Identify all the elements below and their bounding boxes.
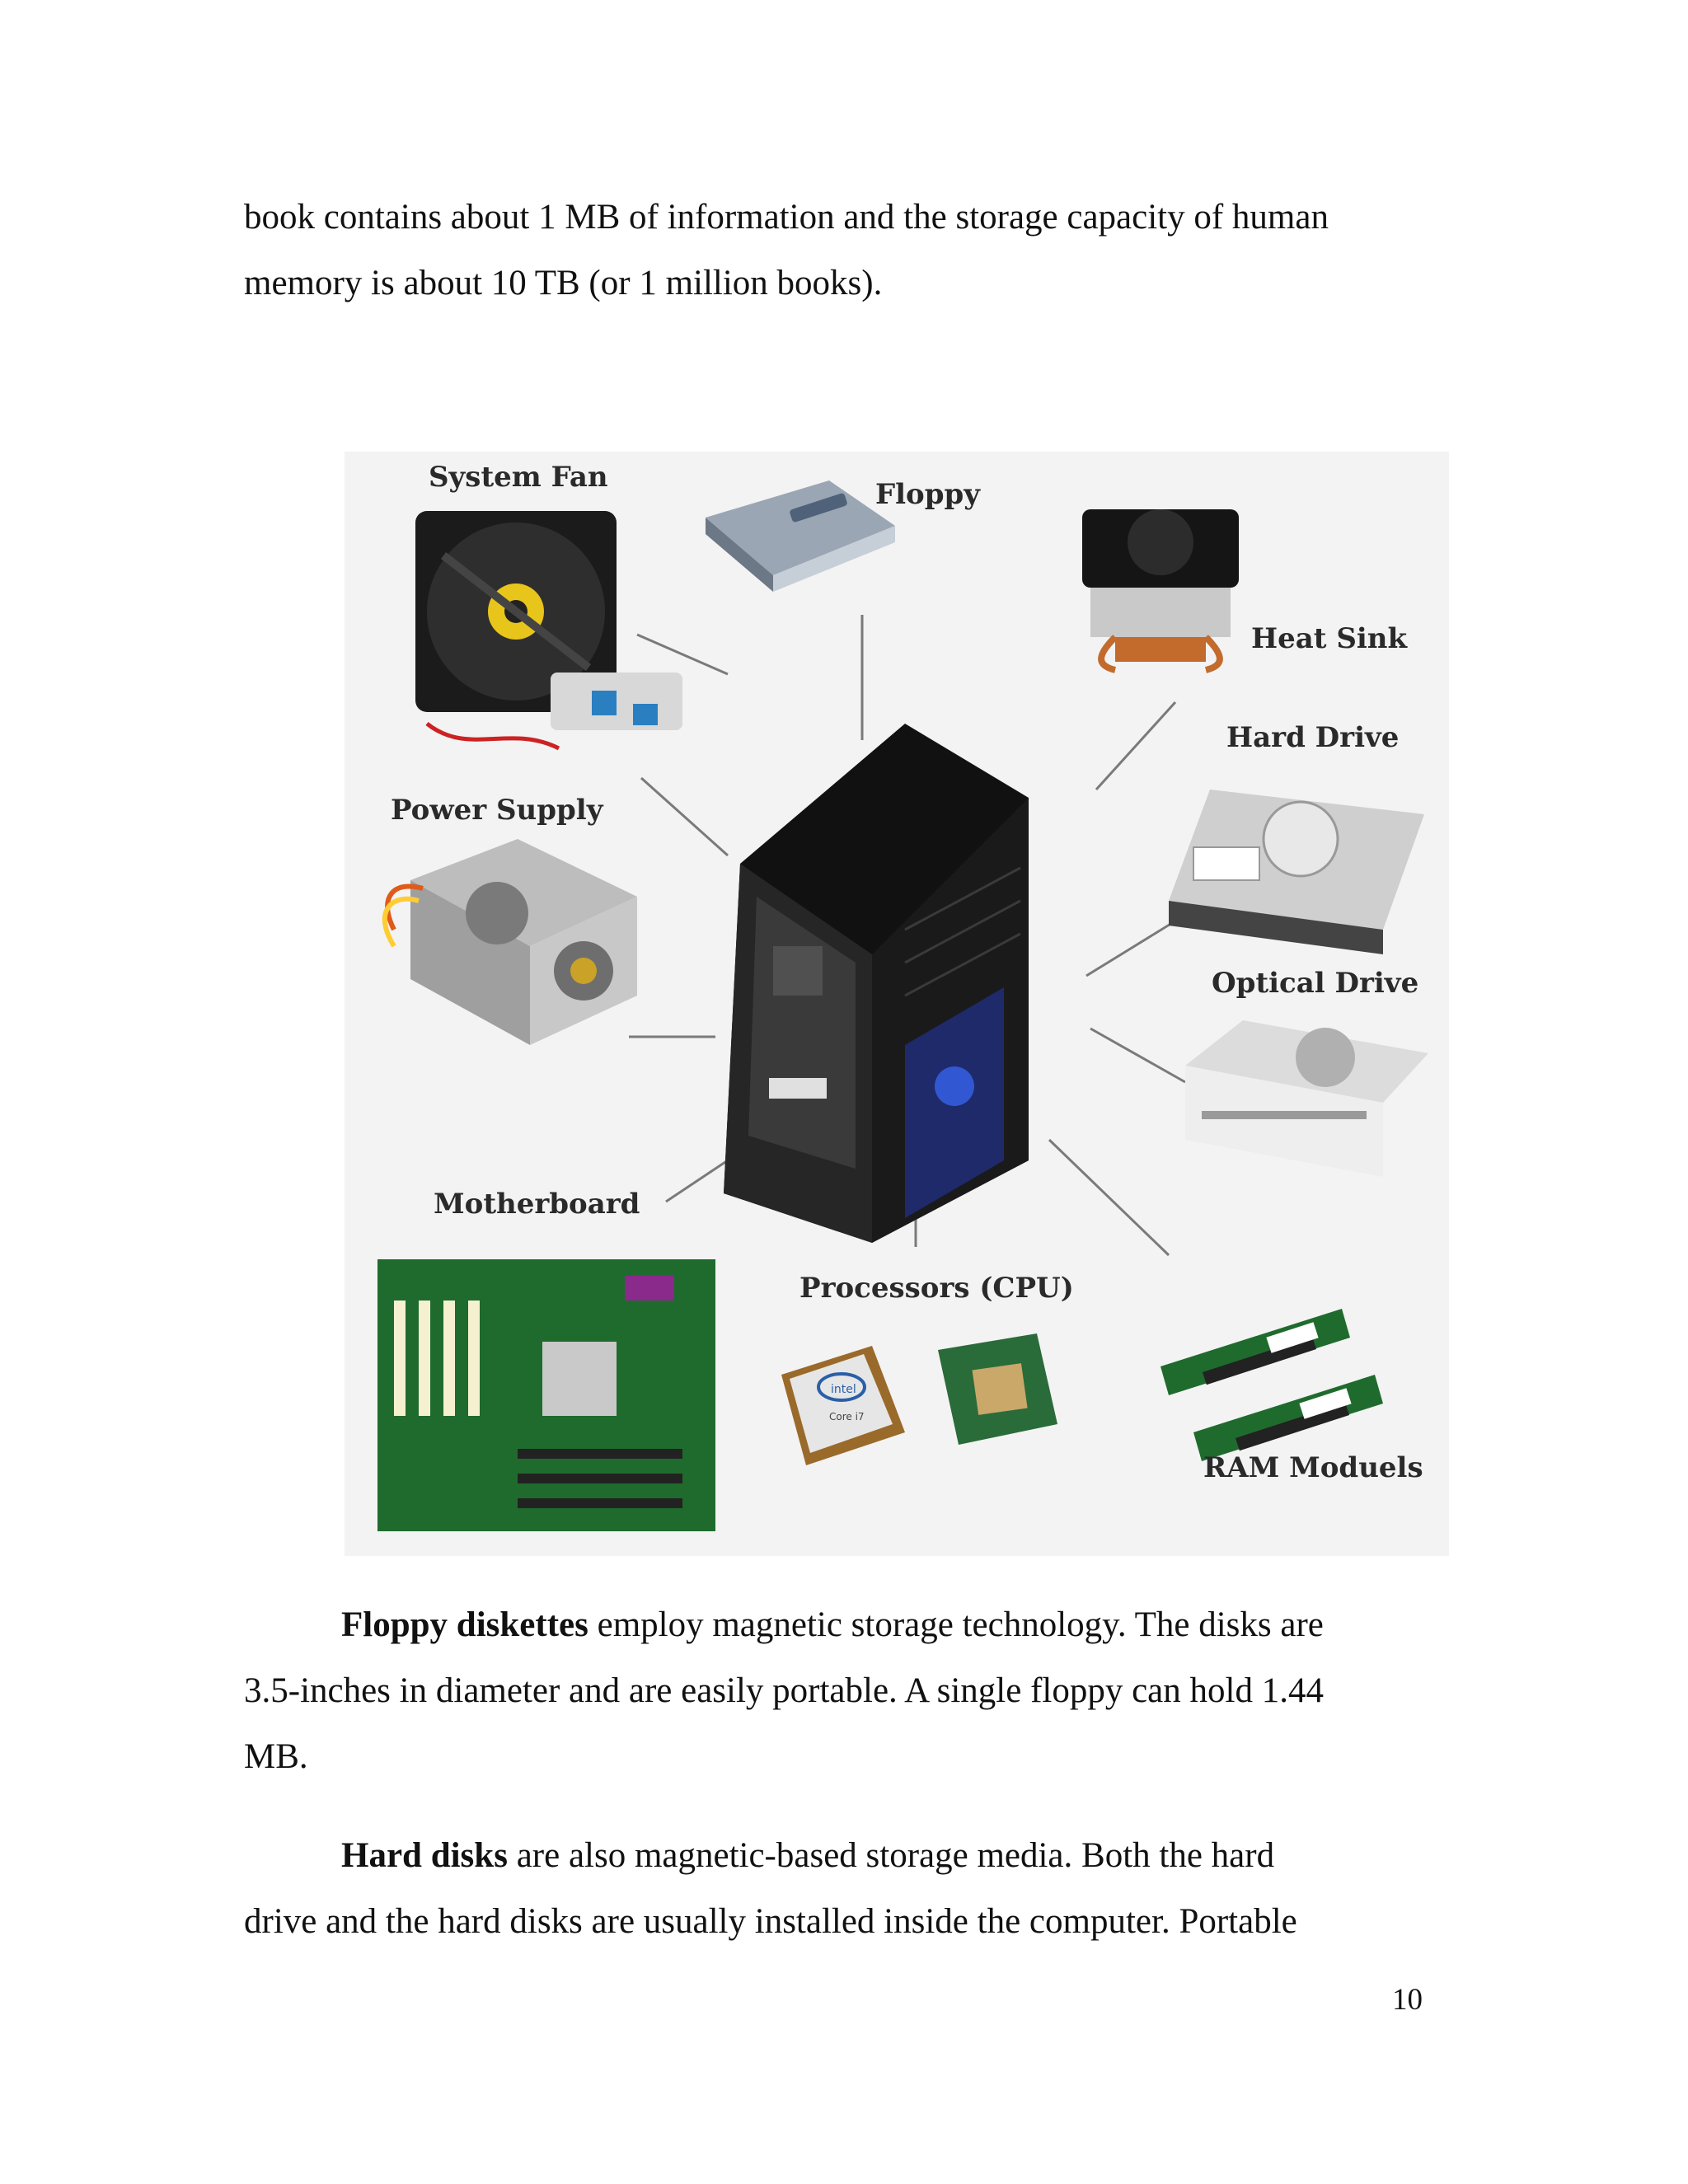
text-line	[244, 1592, 1431, 1658]
label-processors: Processors (CPU)	[799, 1272, 1074, 1305]
text-line: 3.5-inches in diameter and are easily portable. A single floppy can hold 1.44	[244, 1671, 1324, 1710]
label-heat-sink: Heat Sink	[1251, 622, 1408, 655]
text-line: drive and the hard disks are usually installed inside the computer. Portable	[244, 1902, 1297, 1941]
processor-icon	[781, 1333, 1057, 1465]
cpu-model-text: Core i7	[829, 1411, 865, 1422]
paragraph-hard-disks	[244, 1823, 1431, 1955]
motherboard-icon	[377, 1259, 715, 1531]
components-illustration	[345, 452, 1449, 1556]
paragraph-storage-capacity	[244, 185, 1431, 316]
text-segment: are also magnetic-based storage media. Both the hard	[507, 1836, 1275, 1875]
label-power-supply: Power Supply	[391, 794, 603, 827]
label-motherboard: Motherboard	[434, 1188, 640, 1221]
label-optical-drive: Optical Drive	[1212, 967, 1419, 1000]
computer-components-figure	[345, 452, 1449, 1556]
text-line	[244, 1823, 1431, 1889]
ram-modules-icon	[1160, 1309, 1383, 1461]
term-hard-disks: Hard disks	[341, 1836, 508, 1875]
computer-tower-icon	[724, 724, 1029, 1243]
page-number: 10	[1392, 1983, 1423, 2017]
paragraph-floppy-diskettes	[244, 1592, 1431, 1790]
text-line: book contains about 1 MB of information and the storage capacity of human	[244, 198, 1329, 237]
term-floppy-diskettes: Floppy diskettes	[341, 1605, 588, 1644]
text-segment: employ magnetic storage technology. The disks are	[588, 1605, 1324, 1644]
text-line: memory is about 10 TB (or 1 million books).	[244, 264, 883, 302]
power-supply-icon	[385, 839, 637, 1045]
cpu-brand-text: intel	[831, 1383, 856, 1396]
optical-drive-icon	[1185, 1020, 1428, 1177]
system-fan-icon	[415, 511, 682, 748]
heat-sink-icon	[1082, 509, 1239, 670]
label-hard-drive: Hard Drive	[1226, 721, 1400, 754]
hard-drive-icon	[1169, 790, 1424, 954]
label-ram-modules: RAM Moduels	[1203, 1451, 1423, 1484]
label-floppy: Floppy	[875, 478, 981, 511]
floppy-drive-icon	[706, 480, 895, 592]
text-line: MB.	[244, 1737, 308, 1776]
label-system-fan: System Fan	[429, 461, 608, 494]
